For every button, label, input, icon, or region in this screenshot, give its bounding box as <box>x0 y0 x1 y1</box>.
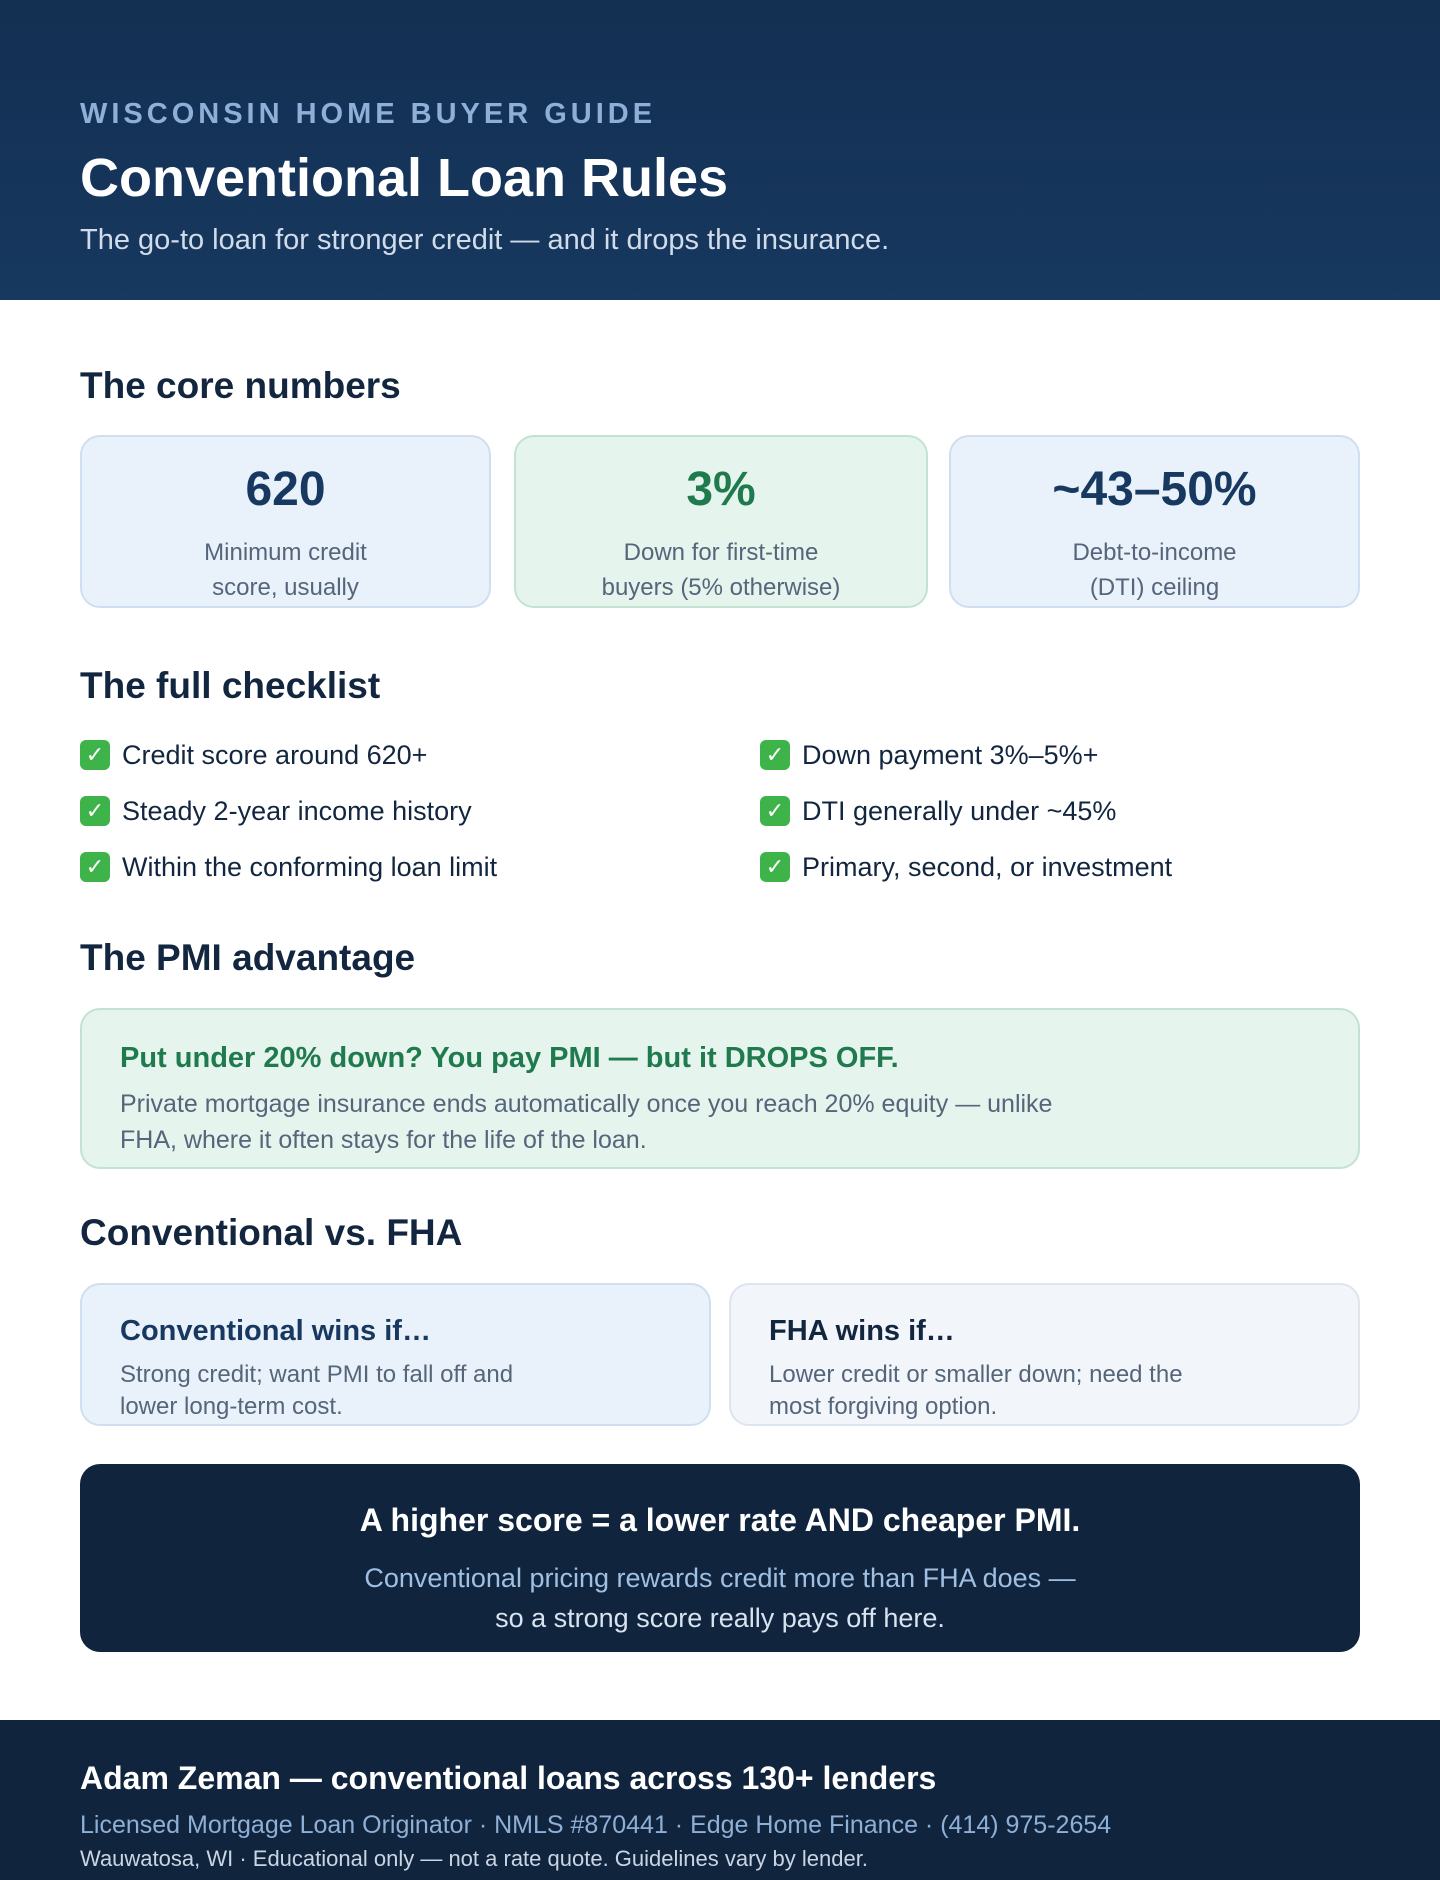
stat-card-credit-score <box>80 435 491 608</box>
checklist-item-label: Credit score around 620+ <box>122 740 428 770</box>
stat-value: 620 <box>245 463 326 516</box>
checklist-heading: The full checklist <box>80 665 381 706</box>
stat-description: Debt-to-income (DTI) ceiling <box>1072 539 1237 601</box>
core-numbers-heading: The core numbers <box>80 365 401 406</box>
page-header <box>0 0 1440 300</box>
fha-wins-card <box>729 1283 1360 1426</box>
card-title: FHA wins if… <box>769 1315 955 1347</box>
page-title: Conventional Loan Rules <box>80 148 729 208</box>
checklist-item-label: DTI generally under ~45% <box>802 796 1117 826</box>
stat-description: Down for first-time buyers (5% otherwise) <box>601 539 841 601</box>
compare-heading: Conventional vs. FHA <box>80 1212 463 1253</box>
checklist-item-label: Steady 2-year income history <box>122 796 472 826</box>
score-callout-title: A higher score = a lower rate AND cheaper PMI. <box>359 1502 1081 1538</box>
footer-credentials: Licensed Mortgage Loan Originator · NMLS #870441 · Edge Home Finance · (414) 975-2654 <box>80 1811 1112 1839</box>
score-callout-line-2: so a strong score really pays off here. <box>495 1603 945 1633</box>
page-footer <box>0 1720 1440 1880</box>
checklist-item-label: Within the conforming loan limit <box>122 852 498 882</box>
score-callout-text <box>340 1558 1100 1638</box>
card-text: Strong credit; want PMI to fall off and lower long-term cost. <box>120 1361 514 1420</box>
card-text: Lower credit or smaller down; need the most forgiving option. <box>769 1361 1183 1420</box>
page-subtitle: The go-to loan for stronger credit — and it drops the insurance. <box>80 224 890 256</box>
checklist-item-label: Down payment 3%–5%+ <box>802 740 1099 770</box>
stat-description: Minimum credit score, usually <box>204 539 367 601</box>
checklist-item <box>760 850 1172 884</box>
conventional-wins-card <box>80 1283 711 1426</box>
checklist-item <box>760 794 1116 828</box>
checklist-item <box>80 738 427 772</box>
score-callout <box>80 1464 1360 1652</box>
check-icon: ✓ <box>760 796 790 826</box>
pmi-heading: The PMI advantage <box>80 937 416 978</box>
card-title: Conventional wins if… <box>120 1315 431 1347</box>
check-icon: ✓ <box>760 740 790 770</box>
guide-eyebrow: WISCONSIN HOME BUYER GUIDE <box>80 98 657 130</box>
checklist-item <box>80 850 497 884</box>
stat-card-dti <box>949 435 1360 608</box>
check-icon: ✓ <box>760 852 790 882</box>
stat-card-down-payment <box>514 435 928 608</box>
footer-title: Adam Zeman — conventional loans across 130+ lenders <box>80 1760 937 1796</box>
stat-value: ~43–50% <box>1052 463 1257 516</box>
stat-value: 3% <box>686 463 756 516</box>
score-callout-line-1: Conventional pricing rewards credit more than FHA does — <box>364 1563 1076 1593</box>
checklist-item-label: Primary, second, or investment <box>802 852 1173 882</box>
checklist-item <box>760 738 1098 772</box>
footer-disclaimer: Wauwatosa, WI · Educational only — not a rate quote. Guidelines vary by lender. <box>80 1846 868 1871</box>
pmi-callout-title: Put under 20% down? You pay PMI — but it DROPS OFF. <box>120 1042 899 1074</box>
pmi-callout-text: Private mortgage insurance ends automatically once you reach 20% equity — unlike FHA, where it often stays for the life of the loan. <box>120 1090 1053 1154</box>
check-icon: ✓ <box>80 852 110 882</box>
checklist-item <box>80 794 472 828</box>
check-icon: ✓ <box>80 740 110 770</box>
check-icon: ✓ <box>80 796 110 826</box>
pmi-callout <box>80 1008 1360 1169</box>
